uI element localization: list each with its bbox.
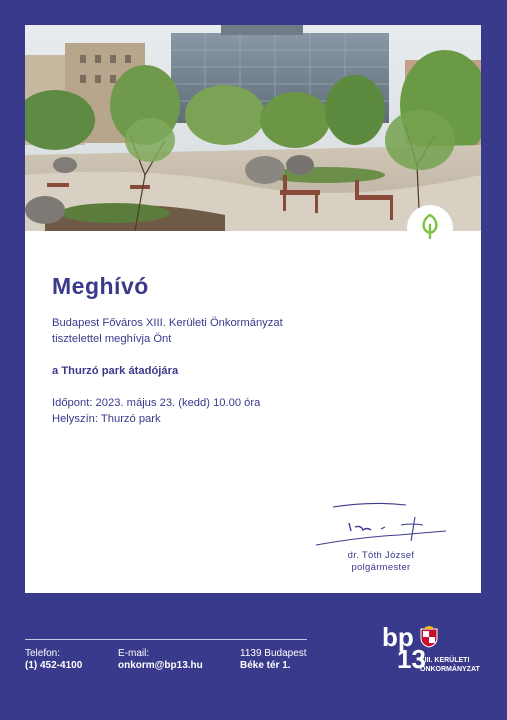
park-photo xyxy=(25,25,481,231)
email-label: E-mail: xyxy=(118,648,150,659)
footer-email xyxy=(118,648,203,672)
host-line-2: tisztelettel meghívja Önt xyxy=(52,333,172,345)
address-line-1: 1139 Budapest xyxy=(240,648,307,659)
logo-text-line-2: ÖNKORMÁNYZAT xyxy=(420,666,480,673)
coat-of-arms-icon xyxy=(420,626,438,653)
footer-divider xyxy=(25,639,307,640)
address-line-2: Béke tér 1. xyxy=(240,660,291,671)
invitation-title: Meghívó xyxy=(52,273,149,299)
bp13-logo xyxy=(382,624,482,680)
host-line-1: Budapest Főváros XIII. Kerületi Önkormányzat xyxy=(52,317,283,329)
logo-letters-13: 13 xyxy=(397,644,426,674)
logo-letters-bp: bp xyxy=(382,622,414,652)
footer-phone xyxy=(25,648,82,672)
logo-text-line-1: XIII. KERÜLETI xyxy=(420,657,470,664)
phone-label: Telefon: xyxy=(25,648,61,659)
signatory xyxy=(315,550,447,574)
logo-text xyxy=(420,656,480,674)
leaf-badge xyxy=(407,205,453,251)
leaf-icon xyxy=(420,213,440,244)
signatory-name: dr. Tóth József xyxy=(347,550,415,561)
signatory-role: polgármester xyxy=(351,562,411,573)
invitation-card xyxy=(25,25,481,593)
event-line: a Thurzó park átadójára xyxy=(52,365,179,377)
event-time: Időpont: 2023. május 23. (kedd) 10.00 óra xyxy=(52,397,261,409)
email-value[interactable]: onkorm@bp13.hu xyxy=(118,660,203,671)
phone-value[interactable]: (1) 452-4100 xyxy=(25,660,83,671)
event-place: Helyszín: Thurzó park xyxy=(52,413,161,425)
details-block xyxy=(52,395,260,427)
host-text xyxy=(52,315,283,347)
footer-address xyxy=(240,648,307,672)
